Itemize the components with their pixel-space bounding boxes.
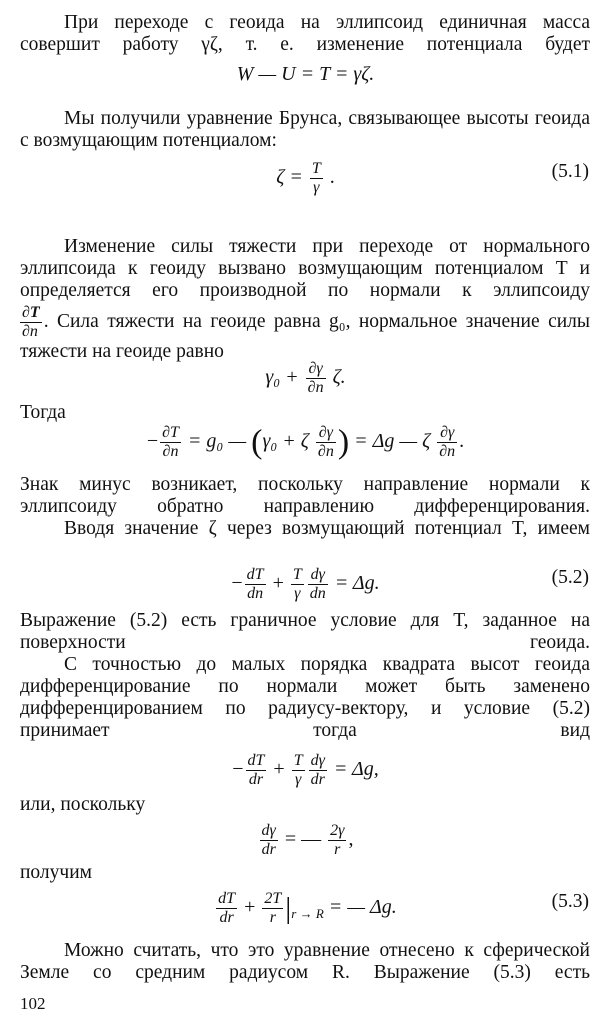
paragraph-6: Знак минус возникает, поскольку направление нормали к эллипсоиду обратно направлению дифференцирования. [20,474,590,517]
paragraph-4: $\frac{\partial T}{\partial n}$ . Сила тяжести на геоиде равна g₀, нормальное значение силы тяжести на геоиде равно [20,304,590,362]
paragraph-3: Изменение силы тяжести при переходе от нормального эллипсоида к геоиду вызвано возмущающим потенциалом T и определяется его производной по нормали к эллипсоиду [20,236,590,301]
paragraph-9: С точностью до малых порядка квадрата высот геоида дифференцирование по нормали может быть заменено дифференцированием по радиусу-вектору, и условие (5.2) принимает тогда вид [20,654,590,741]
paragraph-5: Тогда [20,402,66,423]
paragraph-1: При переходе с геоида на эллипсоид единичная масса совершит работу γζ, т. е. изменение потенциала будет [20,12,590,55]
paragraph-11: получим [20,862,92,883]
page-number: 102 [20,994,46,1013]
paragraph-2: Мы получили уравнение Брунса, связывающее высоты геоида с возмущающим потенциалом: [20,108,590,151]
paragraph-10: или, поскольку [20,794,146,815]
paragraph-7: Вводя значение ζ через возмущающий потенциал T, имеем [64,518,590,539]
paragraph-8: Выражение (5.2) есть граничное условие для T, заданное на поверхности геоида. [20,610,590,653]
equation-5-3: $\frac{dT}{dr}$ + $\frac{2T}{r}$ $|_{r \to R}$ = — Δg. (5.3) [218,890,589,926]
equation-gamma-normal: γ₀ + $\frac{\partial\gamma}{\partial n}$ ζ. [265,360,346,396]
equation-label-5-3: (5.3) [551,891,589,912]
equation-5-1: ζ = $\frac{T}{\gamma}$ . (5.1) [276,160,589,196]
equation-potential-change: W — U = T = γζ. [236,63,375,85]
equation-label-5-2: (5.2) [551,567,589,588]
equation-5-2: − $\frac{dT}{dn}$ + $\frac{T}{\gamma}$ $\frac{d\gamma}{dn}$ = Δg. (5.2) [231,566,589,602]
equation-gamma-derivative: $\frac{d\gamma}{dr}$ = — $\frac{2\gamma}{r}$ , [261,822,354,858]
equation-radial: − $\frac{dT}{dr}$ + $\frac{T}{\gamma}$ $\frac{d\gamma}{dr}$ = Δg, [232,752,379,788]
paragraph-12: Можно считать, что это уравнение отнесено к сферической Земле со средним радиусом R. Выражение (5.3) есть [20,940,590,983]
equation-label-5-1: (5.1) [551,161,589,182]
equation-gravity-anomaly: − $\frac{\partial T}{\partial n}$ = g₀ — (γ₀ + ζ $\frac{\partial\gamma}{\partial n}$ ) = Δg — ζ $\frac{\partial\gamma}{\partial n}$ . [146,423,465,461]
